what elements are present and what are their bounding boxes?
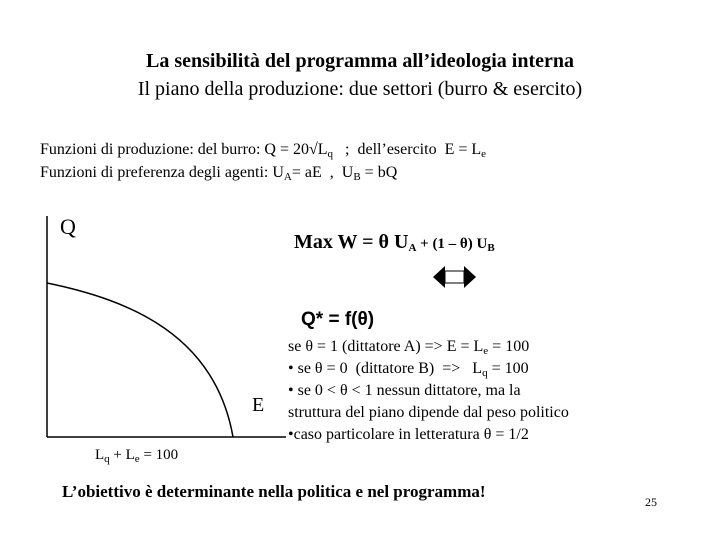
double-arrow-body	[445, 271, 464, 283]
production-frontier-curve	[47, 283, 233, 437]
x-axis-label: E	[252, 394, 265, 416]
slide-title-line1: La sensibilità del programma all’ideologia interna	[146, 50, 574, 72]
condition-end: = 100	[488, 338, 530, 355]
page-number: 25	[645, 495, 657, 509]
preference-functions-sub-b: B	[353, 171, 361, 183]
welfare-formula	[294, 231, 495, 254]
condition-sub: e	[483, 345, 489, 357]
double-arrow-right-head	[464, 266, 476, 288]
preference-functions-label: Funzioni di preferenza degli agenti: U	[40, 164, 284, 181]
condition-text: • se θ = 0 (dittatore B) => L	[288, 360, 483, 377]
slide-title-line2: Il piano della produzione: due settori (burro & esercito)	[137, 78, 583, 100]
graph-caption-sub-e: e	[134, 453, 140, 465]
condition-item	[288, 336, 569, 358]
production-functions-sub-q: q	[327, 148, 334, 160]
welfare-formula-sub-b: B	[487, 242, 495, 254]
welfare-formula-mid: + (1 – θ) U	[416, 236, 488, 252]
graph-caption-mid: + L	[109, 447, 135, 463]
production-functions-label: Funzioni di produzione: del burro: Q = 20√L	[40, 141, 328, 158]
preference-functions-middle: = aE , U	[291, 164, 354, 181]
conclusion-text: L’obiettivo è determinante nella politica e nel programma!	[62, 482, 486, 501]
graph-caption-end: = 100	[139, 447, 179, 463]
condition-item: • se 0 < θ < 1 nessun dittatore, ma la	[288, 382, 521, 399]
conditions-list	[288, 336, 569, 446]
double-arrow	[433, 266, 476, 288]
double-arrow-left-head	[433, 266, 445, 288]
graph-caption-sub-q: q	[104, 453, 110, 465]
production-functions-middle: ; dell’esercito E = L	[333, 141, 482, 158]
condition-end: = 100	[487, 360, 529, 377]
condition-item	[288, 358, 569, 380]
preference-functions-sub-a: A	[283, 171, 292, 183]
welfare-formula-sub-a: A	[408, 242, 417, 254]
condition-text: se θ = 1 (dittatore A) => E = L	[288, 338, 484, 355]
condition-item: •caso particolare in letteratura θ = 1/2	[288, 426, 529, 443]
graph-caption	[95, 447, 178, 464]
y-axis-label: Q	[60, 214, 76, 239]
condition-item: struttura del piano dipende dal peso politico	[288, 404, 569, 421]
preference-functions-end: = bQ	[360, 164, 398, 181]
q-star-formula: Q* = f(θ)	[301, 309, 375, 330]
welfare-formula-pre: Max W = θ U	[294, 231, 409, 253]
condition-sub: q	[482, 367, 488, 379]
production-functions-sub-e: e	[481, 148, 487, 160]
graph-caption-pre: L	[95, 447, 105, 463]
